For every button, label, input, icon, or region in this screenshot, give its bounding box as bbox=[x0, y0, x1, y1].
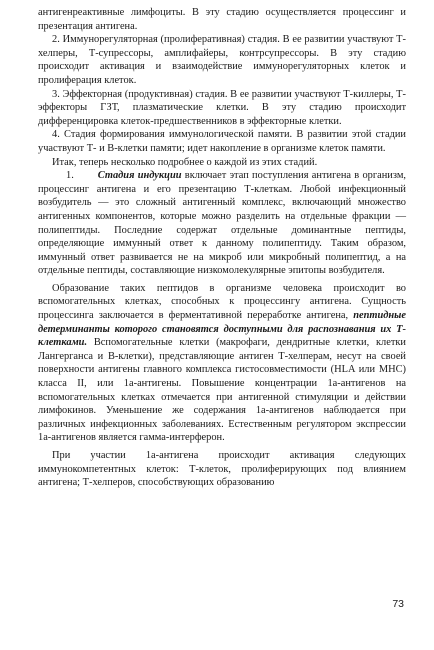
paragraph-stage-3: 3. Эффекторная (продуктивная) стадия. В ее развитии участвуют Т-киллеры, Т-эффекторы ГЗТ, плазматические клетки. В эту стадию происходит дифференцировка клеток-предшественников в эффекторные клетки. bbox=[38, 88, 406, 127]
item-number: 1. bbox=[66, 170, 74, 182]
paragraph-stage-4: 4. Стадия формирования иммунологической памяти. В развитии этой стадии участвуют Т- и В-клетки памяти; идет накопление в организме клеток памяти. bbox=[38, 129, 406, 154]
paragraph-continuation: антигенреактивные лимфоциты. В эту стадию осуществляется процессинг и презентация антигена. bbox=[38, 7, 406, 32]
induction-stage-term: Стадия индукции bbox=[97, 170, 182, 182]
paragraph-activation: При участии 1а-антигена происходит активация следующих иммунокомпетентных клеток: Т-клеток, пролиферирующих под влиянием антигена; Т-хелперов, способствующих образованию bbox=[38, 450, 406, 489]
paragraph-processing bbox=[38, 282, 406, 445]
page-number: 73 bbox=[392, 598, 404, 610]
processing-emphasis: пептидные детерминанты которого становятся доступными для распознавания их Т-клетками. bbox=[38, 310, 406, 349]
induction-stage-text: включает этап поступления антигена в организм, процессинг антигена и его презентацию Т-клеткам. Любой инфекционный возбудитель — это сложный антигенный комплекс, включающий множество антигенных компонентов, которые можно разделить на отдельные фракции — полипептиды. Последние содержат отдельные доминантные пептиды, определяющие иммунный ответ к данному полипептиду. Таким образом, иммунный ответ развивается не на микроб или микробный полипептид, а на отдельные пептиды, составляющие низкомолекулярные эпитопы возбудителя. bbox=[38, 170, 406, 277]
processing-text-b: Вспомогательные клетки (макрофаги, дендритные клетки, клетки Лангерганса и В-клетки), представляющие антиген Т-хелперам, несут на своей поверхности антигены главного комплекса гистосовместимости (HLA или MHC) класса II, или 1а-антигены. Повышение концентрации 1а-антигенов на вспомогательных клетках отмечается при антигенной стимуляции и действии лимфокинов. Уменьшение же содержания 1а-антигенов наблюдается при различных инфекционных заболеваниях. Естественным регулятором экспрессии 1а-антигенов является гамма-интерферон. bbox=[38, 337, 406, 444]
paragraph-induction-stage bbox=[38, 169, 406, 278]
processing-text-a: Образование таких пептидов в организме человека происходит во вспомогательных клетках, способных к процессингу антигена. Сущность процессинга заключается в ферментативной переработке антигена, bbox=[38, 282, 406, 322]
paragraph-stage-2: 2. Иммунорегуляторная (пролиферативная) стадия. В ее развитии участвуют Т-хелперы, Т-супрессоры, амплифайеры, контрсупрессоры. В эту стадию происходит активация и взаимодействие иммунорегуляторных клеток и пролиферация клеток. bbox=[38, 34, 406, 86]
paragraph-intro: Итак, теперь несколько подробнее о каждой из этих стадий. bbox=[52, 156, 318, 168]
